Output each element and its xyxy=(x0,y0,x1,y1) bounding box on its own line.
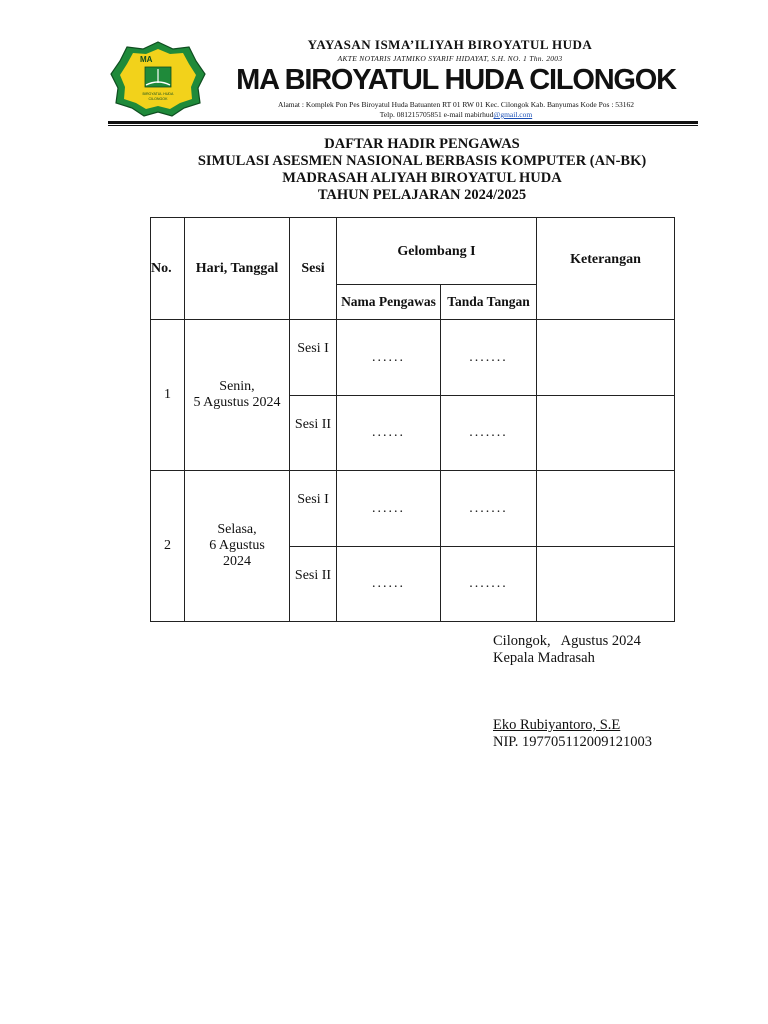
cell-keterangan[interactable] xyxy=(537,547,675,622)
header-sesi: Sesi xyxy=(290,218,337,320)
kop-telp xyxy=(226,110,686,119)
kop-email-link[interactable]: @gmail.com xyxy=(493,110,533,119)
cell-keterangan[interactable] xyxy=(537,320,675,396)
logo-text-city: CILONGOK xyxy=(148,97,168,101)
title-line-3: MADRASAH ALIYAH BIROYATUL HUDA xyxy=(282,170,562,186)
kop-nama-sekolah: MA BIROYATUL HUDA CILONGOK xyxy=(236,64,676,96)
signature-name: Eko Rubiyantoro, S.E xyxy=(493,717,621,733)
cell-tanggal: 5 Agustus 2024 xyxy=(193,395,281,410)
logo-text-top: MA xyxy=(140,55,153,64)
header-no: No. xyxy=(151,218,185,320)
kop-akte: AKTE NOTARIS JATMIKO SYARIF HIDAYAT, S.H. NO. 1 Thn. 2003 xyxy=(337,54,563,63)
title-line-2: SIMULASI ASESMEN NASIONAL BERBASIS KOMPUTER (AN-BK) xyxy=(197,153,647,169)
signature-place-date: Cilongok, Agustus 2024 xyxy=(493,633,641,649)
cell-hari-tanggal xyxy=(185,471,290,622)
cell-nama-pengawas[interactable]: ...... xyxy=(337,396,441,471)
kop-divider-thick xyxy=(108,121,698,124)
cell-no: 2 xyxy=(151,471,185,622)
cell-tanda-tangan[interactable]: ....... xyxy=(441,320,537,396)
cell-nama-pengawas[interactable]: ...... xyxy=(337,547,441,622)
header-nama-pengawas: Nama Pengawas xyxy=(337,285,441,320)
header-keterangan: Keterangan xyxy=(537,218,675,320)
table-row xyxy=(151,320,675,396)
signature-title: Kepala Madrasah xyxy=(493,650,595,666)
cell-sesi: Sesi I xyxy=(290,471,337,547)
title-line-4: TAHUN PELAJARAN 2024/2025 xyxy=(317,187,527,203)
cell-keterangan[interactable] xyxy=(537,396,675,471)
logo-text-bottom: BIROYATUL HUDA xyxy=(142,92,174,96)
header-gelombang: Gelombang I xyxy=(337,218,537,285)
cell-tanda-tangan[interactable]: ....... xyxy=(441,396,537,471)
kop-divider-thin xyxy=(108,125,698,126)
table-row xyxy=(151,471,675,547)
cell-hari: Selasa, xyxy=(217,522,257,537)
document-title-block xyxy=(150,136,694,204)
header-hari-tanggal: Hari, Tanggal xyxy=(185,218,290,320)
cell-no: 1 xyxy=(151,320,185,471)
cell-nama-pengawas[interactable]: ...... xyxy=(337,471,441,547)
kop-alamat: Alamat : Komplek Pon Pes Biroyatul Huda Batuanten RT 01 RW 01 Kec. Cilongok Kab. Banyumas Kode Pos : 53162 xyxy=(277,100,635,109)
cell-hari-tanggal xyxy=(185,320,290,471)
cell-keterangan[interactable] xyxy=(537,471,675,547)
cell-tanda-tangan[interactable]: ....... xyxy=(441,547,537,622)
cell-tanggal: 6 Agustus 2024 xyxy=(209,538,265,569)
header-tanda-tangan: Tanda Tangan xyxy=(441,285,537,320)
cell-hari: Senin, xyxy=(219,379,255,394)
title-line-1: DAFTAR HADIR PENGAWAS xyxy=(324,136,520,152)
cell-sesi: Sesi I xyxy=(290,320,337,396)
attendance-table xyxy=(150,217,675,622)
signature-nip: NIP. 197705112009121003 xyxy=(493,734,652,750)
cell-sesi: Sesi II xyxy=(290,396,337,471)
cell-nama-pengawas[interactable]: ...... xyxy=(337,320,441,396)
signature-block xyxy=(493,633,652,750)
school-logo xyxy=(110,41,206,117)
kop-yayasan: YAYASAN ISMA’ILIYAH BIROYATUL HUDA xyxy=(307,37,593,52)
cell-sesi: Sesi II xyxy=(290,547,337,622)
kop-telp-text: Telp. 081215705851 e-mail mabirhud xyxy=(379,110,494,119)
cell-tanda-tangan[interactable]: ....... xyxy=(441,471,537,547)
